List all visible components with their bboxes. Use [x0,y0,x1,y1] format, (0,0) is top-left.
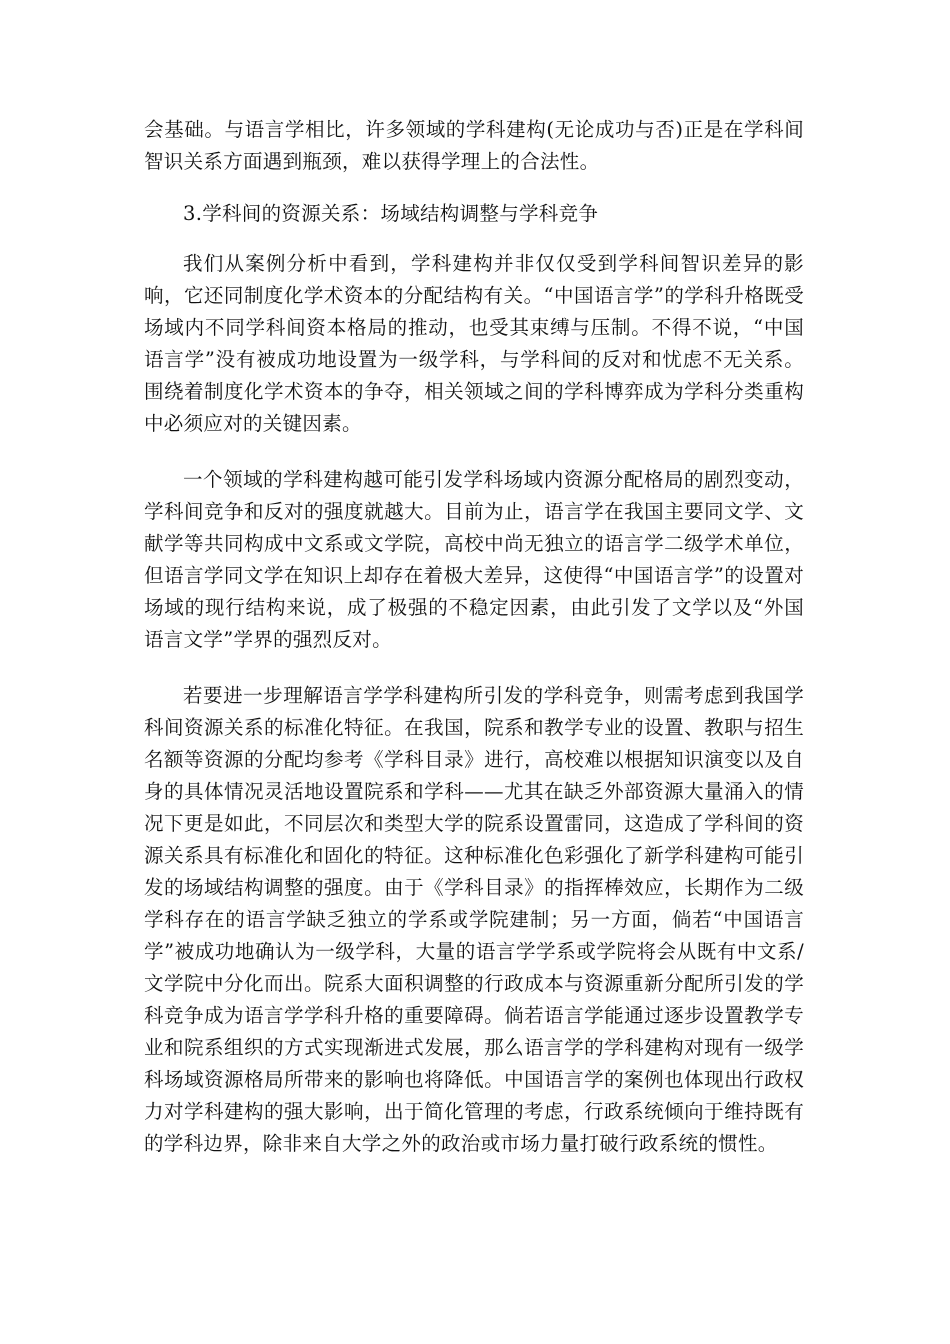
paragraph: 我们从案例分析中看到，学科建构并非仅仅受到学科间智识差异的影响，它还同制度化学术资本的分配结构有关。“中国语言学”的学科升格既受场域内不同学科间资本格局的推动，也受其束缚与压制。不得不说，“中国语言学”没有被成功地设置为一级学科，与学科间的反对和忧虑不无关系。围绕着制度化学术资本的争夺，相关领域之间的学科博弈成为学科分类重构中必须应对的关键因素。 [144,252,804,435]
section-heading: 3.学科间的资源关系：场域结构调整与学科竞争 [183,202,599,225]
paragraph: 若要进一步理解语言学学科建构所引发的学科竞争，则需考虑到我国学科间资源关系的标准化特征。在我国，院系和教学专业的设置、教职与招生名额等资源的分配均参考《学科目录》进行，高校难以根据知识演变以及自身的具体情况灵活地设置院系和学科——尤其在缺乏外部资源大量涌入的情况下更是如此，不同层次和类型大学的院系设置雷同，这造成了学科间的资源关系具有标准化和固化的特征。这种标准化色彩强化了新学科建构可能引发的场域结构调整的强度。由于《学科目录》的指挥棒效应，长期作为二级学科存在的语言学缺乏独立的学系或学院建制；另一方面，倘若“中国语言学”被成功地确认为一级学科，大量的语言学学系或学院将会从既有中文系/文学院中分化而出。院系大面积调整的行政成本与资源重新分配所引发的学科竞争成为语言学学科升格的重要障碍。倘若语言学能通过逐步设置教学专业和院系组织的方式实现渐进式发展，那么语言学的学科建构对现有一级学科场域资源格局所带来的影响也将降低。中国语言学的案例也体现出行政权力对学科建构的强大影响，出于简化管理的考虑，行政系统倾向于维持既有的学科边界，除非来自大学之外的政治或市场力量打破行政系统的惯性。 [144,684,804,1155]
paragraph: 一个领域的学科建构越可能引发学科场域内资源分配格局的剧烈变动，学科间竞争和反对的强度就越大。目前为止，语言学在我国主要同文学、文献学等共同构成中文系或文学院，高校中尚无独立的语言学二级学术单位，但语言学同文学在知识上却存在着极大差异，这使得“中国语言学”的设置对场域的现行结构来说，成了极强的不稳定因素，由此引发了文学以及“外国语言文学”学界的强烈反对。 [144,468,804,651]
paragraph-continuation: 会基础。与语言学相比，许多领域的学科建构(无论成功与否)正是在学科间智识关系方面遇到瓶颈，难以获得学理上的合法性。 [144,118,804,173]
